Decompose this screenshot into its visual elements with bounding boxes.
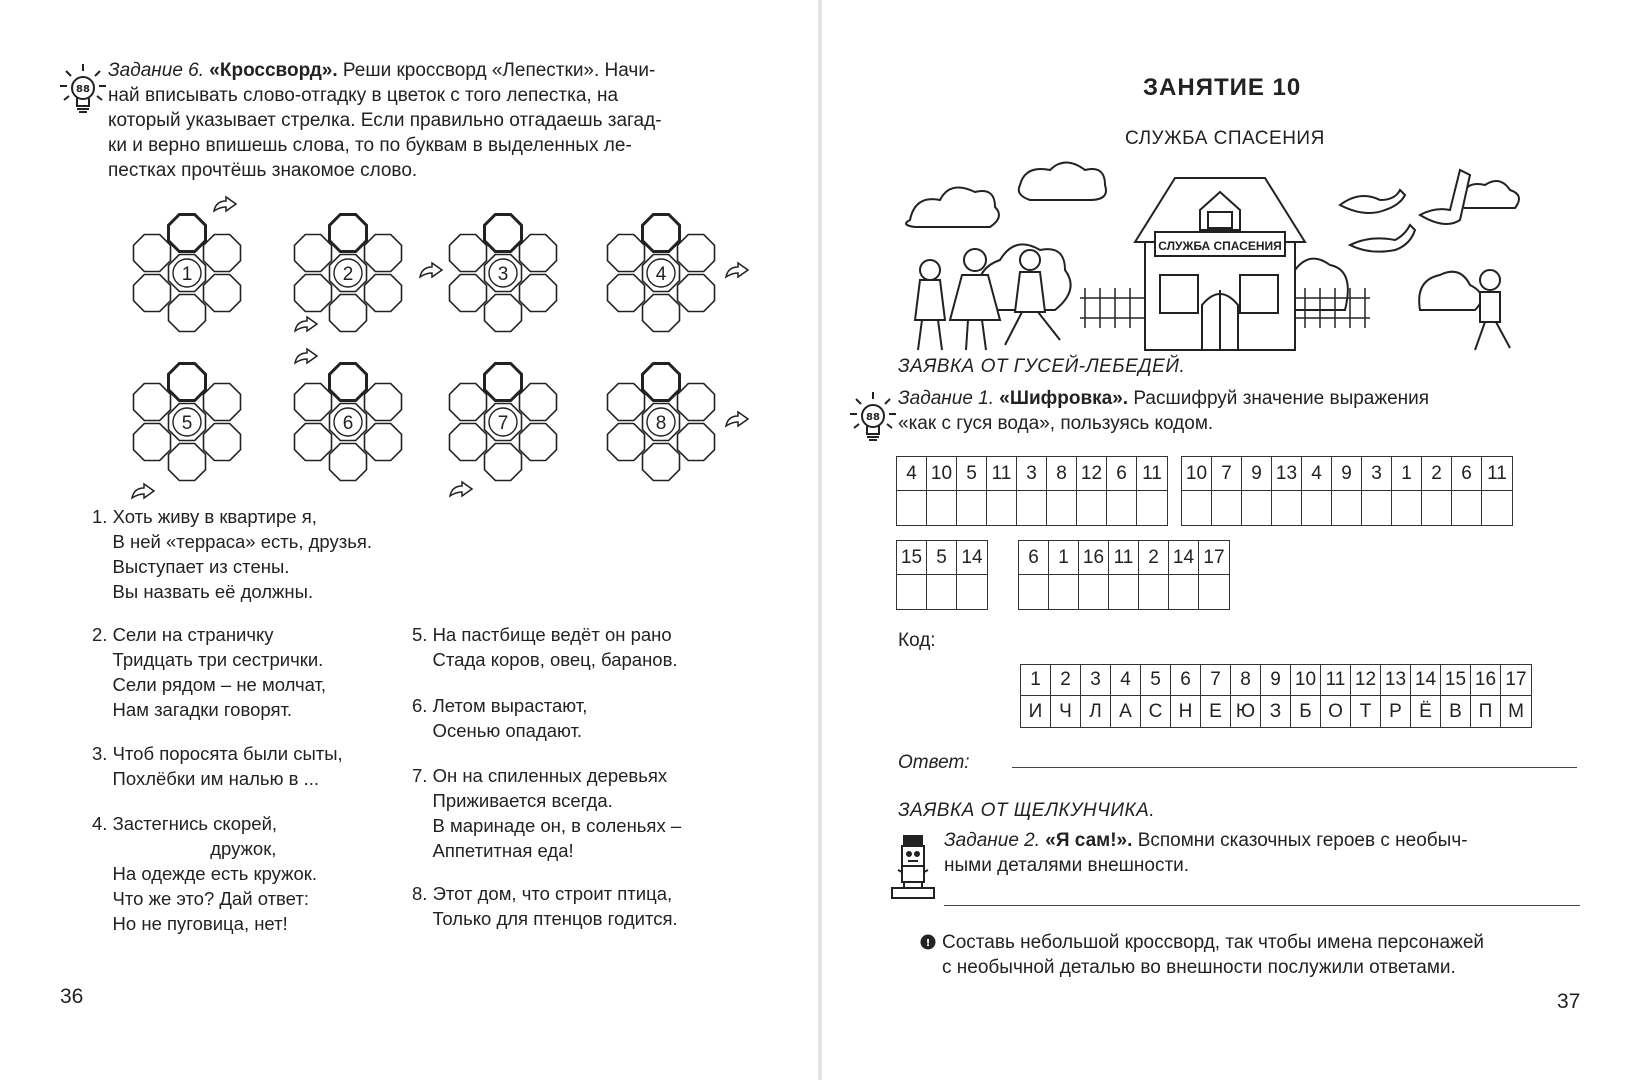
flower-4: [596, 203, 726, 343]
code-letter: А: [1111, 696, 1141, 727]
answer-label: Ответ:: [898, 752, 970, 773]
petal-cell[interactable]: [485, 215, 522, 252]
petal-cell[interactable]: [295, 424, 332, 461]
petal-cell[interactable]: [330, 215, 367, 252]
petal-cell[interactable]: [485, 364, 522, 401]
cipher-number: 2: [1139, 541, 1169, 575]
start-arrow-icon: [448, 480, 476, 500]
petal-cell[interactable]: [169, 444, 206, 481]
code-number: 17: [1501, 665, 1531, 696]
rescue-service-illustration: [900, 160, 1540, 360]
cipher-letter-input[interactable]: [1199, 575, 1229, 609]
cipher-letter-input[interactable]: [1077, 491, 1107, 525]
code-number: 6: [1171, 665, 1201, 696]
code-letter: Ё: [1411, 696, 1441, 727]
code-letter: Л: [1081, 696, 1111, 727]
code-number: 14: [1411, 665, 1441, 696]
petal-cell[interactable]: [295, 384, 332, 421]
petal-cell[interactable]: [295, 235, 332, 272]
code-letter: О: [1321, 696, 1351, 727]
code-letter: Б: [1291, 696, 1321, 727]
flower-number: 1: [181, 264, 193, 285]
code-number: 4: [1111, 665, 1141, 696]
flower-6: [283, 352, 413, 492]
cipher-number: 13: [1272, 457, 1302, 491]
code-letter: Т: [1351, 696, 1381, 727]
flower-number: 7: [497, 413, 509, 434]
code-number: 3: [1081, 665, 1111, 696]
code-number: 2: [1051, 665, 1081, 696]
nutcracker-icon: [888, 832, 938, 902]
code-letter: П: [1471, 696, 1501, 727]
start-arrow-icon: [293, 315, 321, 335]
cipher-letter-input[interactable]: [957, 575, 987, 609]
petal-cell[interactable]: [134, 384, 171, 421]
code-number: 9: [1261, 665, 1291, 696]
petal-cell[interactable]: [450, 235, 487, 272]
cipher-letter-input[interactable]: [1047, 491, 1077, 525]
petal-cell[interactable]: [134, 424, 171, 461]
code-number: 8: [1231, 665, 1261, 696]
petal-cell[interactable]: [608, 384, 645, 421]
petal-cell[interactable]: [678, 235, 715, 272]
rescue-sign: СЛУЖБА СПАСЕНИЯ: [1158, 239, 1282, 253]
petal-cell[interactable]: [204, 424, 241, 461]
petal-cell[interactable]: [485, 444, 522, 481]
start-arrow-icon: [724, 410, 752, 430]
petal-cell[interactable]: [330, 364, 367, 401]
flower-number: 8: [655, 413, 667, 434]
riddle-3: 3. Чтоб поросята были сыты, Похлёбки им налью в ...: [92, 743, 343, 789]
task2-title: «Я сам!».: [1045, 830, 1133, 851]
petal-cell[interactable]: [295, 275, 332, 312]
cipher-number: 3: [1017, 457, 1047, 491]
petal-cell[interactable]: [204, 275, 241, 312]
cipher-letter-input[interactable]: [1019, 575, 1049, 609]
task2-text: Задание 2. «Я сам!». Вспомни сказочных героев с необыч- ными деталями внешности.: [944, 830, 1468, 876]
riddle-2: 2. Сели на страничку Тридцать три сестрички. Сели рядом – не молчат, Нам загадки говорят.: [92, 624, 327, 720]
petal-cell[interactable]: [643, 444, 680, 481]
flower-number: 5: [181, 413, 193, 434]
cipher-number: 11: [1109, 541, 1139, 575]
cipher-letter-input[interactable]: [1169, 575, 1199, 609]
svg-text:88: 88: [76, 84, 90, 95]
petal-cell[interactable]: [169, 295, 206, 332]
cipher-letter-input[interactable]: [1079, 575, 1109, 609]
start-arrow-icon: [418, 261, 446, 281]
task6-label: Задание 6.: [108, 60, 205, 81]
code-number: 11: [1321, 665, 1351, 696]
request-nutcracker: ЗАЯВКА ОТ ЩЕЛКУНЧИКА.: [898, 800, 1156, 821]
petal-cell[interactable]: [520, 235, 557, 272]
flower-number: 3: [497, 264, 509, 285]
start-arrow-icon: [212, 195, 240, 215]
petal-cell[interactable]: [169, 215, 206, 252]
petal-cell[interactable]: [520, 424, 557, 461]
petal-cell[interactable]: [450, 424, 487, 461]
petal-cell[interactable]: [608, 235, 645, 272]
code-letter: Р: [1381, 696, 1411, 727]
cipher-word-1: [896, 456, 1168, 526]
petal-cell[interactable]: [204, 235, 241, 272]
code-letter: В: [1441, 696, 1471, 727]
svg-text:!: !: [925, 938, 931, 949]
cipher-letter-input[interactable]: [1109, 575, 1139, 609]
riddle-1: 1. Хоть живу в квартире я, В ней «терраса» есть, друзья. Выступает из стены. Вы назвать её должны.: [92, 506, 373, 602]
riddle-5: 5. На пастбище ведёт он рано Стада коров, овец, баранов.: [412, 624, 678, 670]
cipher-number: 6: [1019, 541, 1049, 575]
petal-cell[interactable]: [450, 384, 487, 421]
task6-title: «Кроссворд».: [209, 60, 338, 81]
code-letter: Ю: [1231, 696, 1261, 727]
cipher-number: 9: [1332, 457, 1362, 491]
cipher-number: 8: [1047, 457, 1077, 491]
lightbulb-icon-task1: [848, 390, 898, 446]
cipher-number: 5: [957, 457, 987, 491]
riddle-4: 4. Застегнись скорей, дружок, На одежде есть кружок. Что же это? Дай ответ: Но не пуговица, нет!: [92, 813, 318, 934]
cipher-letter-input[interactable]: [987, 491, 1017, 525]
cipher-number: 11: [987, 457, 1017, 491]
riddle-8: 8. Этот дом, что строит птица, Только для птенцов годится.: [412, 883, 678, 929]
petal-cell[interactable]: [450, 275, 487, 312]
petal-cell[interactable]: [134, 275, 171, 312]
lightbulb-icon: [58, 62, 108, 118]
cipher-letter-input[interactable]: [1422, 491, 1452, 525]
bonus-bullet-icon: [920, 934, 936, 950]
cipher-number: 4: [897, 457, 927, 491]
cipher-letter-input[interactable]: [1362, 491, 1392, 525]
code-letter: Ч: [1051, 696, 1081, 727]
task1-label: Задание 1.: [898, 388, 995, 409]
petal-cell[interactable]: [485, 295, 522, 332]
lesson-subtitle: СЛУЖБА СПАСЕНИЯ: [1125, 128, 1325, 149]
petal-cell[interactable]: [643, 215, 680, 252]
cipher-number: 7: [1212, 457, 1242, 491]
cipher-letter-input[interactable]: [1242, 491, 1272, 525]
riddle-6: 6. Летом вырастают, Осенью опадают.: [412, 695, 588, 741]
petal-cell[interactable]: [608, 424, 645, 461]
code-number: 15: [1441, 665, 1471, 696]
page-number-right: 37: [1557, 990, 1581, 1013]
svg-text:88: 88: [866, 412, 880, 423]
flower-number: 2: [342, 264, 354, 285]
cipher-number: 3: [1362, 457, 1392, 491]
petal-cell[interactable]: [365, 275, 402, 312]
flower-1: [122, 203, 252, 343]
petal-cell[interactable]: [520, 384, 557, 421]
cipher-number: 4: [1302, 457, 1332, 491]
cipher-letter-input[interactable]: [1332, 491, 1362, 525]
petal-cell[interactable]: [330, 444, 367, 481]
task2-answer-line[interactable]: [944, 886, 1580, 906]
cipher-letter-input[interactable]: [1452, 491, 1482, 525]
petal-cell[interactable]: [643, 364, 680, 401]
code-number: 10: [1291, 665, 1321, 696]
answer-input-line[interactable]: [1012, 748, 1577, 768]
petal-cell[interactable]: [204, 384, 241, 421]
page-number-left: 36: [60, 985, 84, 1008]
cipher-number: 15: [897, 541, 927, 575]
code-letter: И: [1021, 696, 1051, 727]
cipher-number: 9: [1242, 457, 1272, 491]
cipher-word-3: [896, 540, 988, 610]
start-arrow-icon: [130, 482, 158, 502]
petal-cell[interactable]: [365, 384, 402, 421]
riddle-7: 7. Он на спиленных деревьях Приживается всегда. В маринаде он, в соленьях – Аппетитная еда!: [412, 765, 682, 861]
code-letter: З: [1261, 696, 1291, 727]
cipher-number: 11: [1482, 457, 1512, 491]
cipher-letter-input[interactable]: [927, 575, 957, 609]
flower-5: [122, 352, 252, 492]
cipher-number: 5: [927, 541, 957, 575]
start-arrow-icon: [724, 261, 752, 281]
task6-text: Задание 6. «Кроссворд». Реши кроссворд «Лепестки». Начи- най вписывать слово-отгадку в цветок с того лепестка, на который указывает стрелка. Если правильно отгадаешь загад- ки и верно впишешь слова, то по буквам в выделенных ле- пестках прочтёшь знакомое слово.: [108, 60, 662, 181]
cipher-letter-input[interactable]: [1107, 491, 1137, 525]
cipher-number: 11: [1137, 457, 1167, 491]
cipher-number: 10: [1182, 457, 1212, 491]
petal-cell[interactable]: [608, 275, 645, 312]
cipher-number: 2: [1422, 457, 1452, 491]
cipher-number: 16: [1079, 541, 1109, 575]
cipher-number: 14: [957, 541, 987, 575]
code-letter: С: [1141, 696, 1171, 727]
start-arrow-icon: [293, 347, 321, 367]
cipher-letter-input[interactable]: [927, 491, 957, 525]
code-letter: М: [1508, 700, 1524, 722]
task1-title: «Шифровка».: [999, 388, 1129, 409]
cipher-letter-input[interactable]: [1137, 491, 1167, 525]
cipher-number: 1: [1392, 457, 1422, 491]
code-table: [1020, 664, 1532, 728]
lesson-title: ЗАНЯТИЕ 10: [1143, 74, 1302, 101]
code-number: 7: [1201, 665, 1231, 696]
cipher-letter-input[interactable]: [1139, 575, 1169, 609]
cipher-number: 10: [927, 457, 957, 491]
cipher-letter-input[interactable]: [1272, 491, 1302, 525]
flower-number: 4: [655, 264, 667, 285]
petal-cell[interactable]: [365, 424, 402, 461]
petal-cell[interactable]: [643, 295, 680, 332]
code-letter: Н: [1171, 696, 1201, 727]
cipher-number: 1: [1049, 541, 1079, 575]
petal-cell[interactable]: [678, 275, 715, 312]
petal-cell[interactable]: [365, 235, 402, 272]
task1-text: Задание 1. «Шифровка». Расшифруй значение выражения «как с гуся вода», пользуясь кодом.: [898, 388, 1430, 434]
flower-number: 6: [342, 413, 354, 434]
cipher-word-2: [1181, 456, 1513, 526]
code-number: 5: [1141, 665, 1171, 696]
cipher-word-4: [1018, 540, 1230, 610]
cipher-letter-input[interactable]: [1392, 491, 1422, 525]
request-geese: ЗАЯВКА ОТ ГУСЕЙ-ЛЕБЕДЕЙ.: [898, 356, 1186, 377]
cipher-letter-input[interactable]: [1049, 575, 1079, 609]
cipher-letter-input[interactable]: [1017, 491, 1047, 525]
petal-cell[interactable]: [678, 424, 715, 461]
cipher-number: 12: [1077, 457, 1107, 491]
cipher-letter-input[interactable]: [1212, 491, 1242, 525]
code-label: Код:: [898, 630, 936, 651]
petal-cell[interactable]: [169, 364, 206, 401]
petal-cell[interactable]: [330, 295, 367, 332]
code-number: 1: [1021, 665, 1051, 696]
flower-7: [438, 352, 568, 492]
cipher-letter-input[interactable]: [897, 491, 927, 525]
cipher-letter-input[interactable]: [1302, 491, 1332, 525]
petal-cell[interactable]: [678, 384, 715, 421]
cipher-number: 6: [1107, 457, 1137, 491]
code-number: 16: [1471, 665, 1501, 696]
cipher-letter-input[interactable]: [897, 575, 927, 609]
petal-cell[interactable]: [134, 235, 171, 272]
cipher-letter-input[interactable]: [1182, 491, 1212, 525]
bonus-task-text: Составь небольшой кроссворд, так чтобы имена персонажей с необычной деталью во внешности послужили ответами.: [942, 932, 1485, 978]
cipher-number: 6: [1452, 457, 1482, 491]
cipher-letter-input[interactable]: [957, 491, 987, 525]
cipher-letter-input[interactable]: [1482, 491, 1512, 525]
cipher-number: 17: [1199, 541, 1229, 575]
code-number: 12: [1351, 665, 1381, 696]
book-fold: [818, 0, 822, 1080]
code-letter: Е: [1201, 696, 1231, 727]
petal-cell[interactable]: [520, 275, 557, 312]
flower-8: [596, 352, 726, 492]
code-number: 13: [1381, 665, 1411, 696]
cipher-number: 14: [1169, 541, 1199, 575]
task2-label: Задание 2.: [944, 830, 1041, 851]
flower-3: [438, 203, 568, 343]
